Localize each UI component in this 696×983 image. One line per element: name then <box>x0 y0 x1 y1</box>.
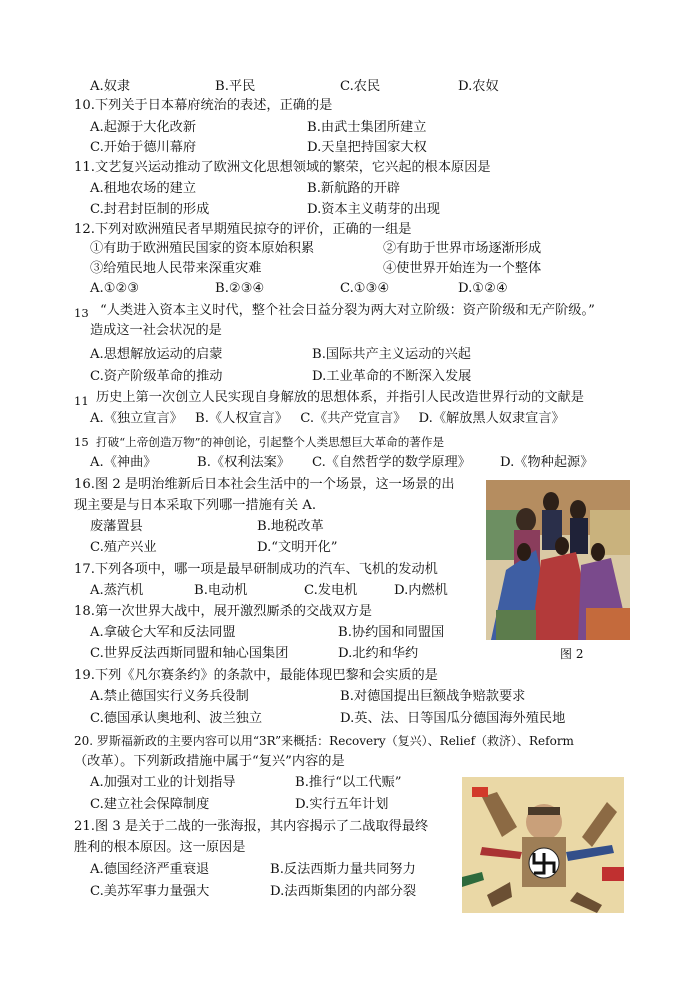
q20-option-c: C.建立社会保障制度 <box>90 797 210 812</box>
q17-option-b: B.电动机 <box>194 583 248 598</box>
q12-statement-2: ②有助于世界市场逐渐形成 <box>383 241 542 256</box>
figure-2-meiji-scene <box>486 480 630 640</box>
q14-number: 11 <box>74 394 89 408</box>
q16-option-b: B.地税改革 <box>257 519 324 534</box>
q19-option-c: C.德国承认奥地利、波兰独立 <box>90 711 263 726</box>
q21-option-b: B.反法西斯力量共同努力 <box>270 862 416 877</box>
q11-option-c: C.封君封臣制的形成 <box>90 202 210 217</box>
q18-stem: 18.第一次世界大战中，展开激烈厮杀的交战双方是 <box>74 604 372 619</box>
q16-option-d: D.“文明开化” <box>257 540 338 555</box>
q18-option-c: C.世界反法西斯同盟和轴心国集团 <box>90 646 289 661</box>
q20-stem-line-2: （改革）。下列新政措施中属于“复兴”内容的是 <box>74 754 345 769</box>
q17-option-d: D.内燃机 <box>394 583 448 598</box>
q17-option-a: A.蒸汽机 <box>90 583 144 598</box>
q21-option-c: C.美苏军事力量强大 <box>90 884 210 899</box>
q13-option-d: D.工业革命的不断深入发展 <box>312 369 472 384</box>
q18-option-d: D.北约和华约 <box>338 646 419 661</box>
q12-statement-1: ①有助于欧洲殖民国家的资本原始积累 <box>90 241 315 256</box>
q14-options: A.《独立宣言》 B.《人权宣言》 C.《共产党宣言》 D.《解放黑人奴隶宣言》 <box>90 411 565 426</box>
q12-statement-4: ④使世界开始连为一个整体 <box>383 261 542 276</box>
q10-option-d: D.天皇把持国家大权 <box>307 140 427 155</box>
q11-option-b: B.新航路的开辟 <box>307 181 401 196</box>
q14-stem: 历史上第一次创立人民实现自身解放的思想体系，并指引人民改造世界行动的文献是 <box>96 390 584 405</box>
q13-option-a: A.思想解放运动的启蒙 <box>90 347 223 362</box>
q15-option-b: B.《权利法案》 <box>197 455 291 470</box>
q19-option-a: A.禁止德国实行义务兵役制 <box>90 689 249 704</box>
q13-stem-line-2: 造成这一社会状况的是 <box>90 323 222 338</box>
q19-option-d: D.英、法、日等国瓜分德国海外殖民地 <box>340 711 566 726</box>
q11-option-d: D.资本主义萌芽的出现 <box>307 202 440 217</box>
q16-stem: 16.图 2 是明治维新后日本社会生活中的一个场景，这一场景的出 <box>74 477 455 492</box>
q16-option-a: 废藩置县 <box>90 519 143 534</box>
q12-option-a: A.①②③ <box>90 281 140 296</box>
q12-option-d: D.①②④ <box>458 281 508 296</box>
q15-stem: 打破“上帝创造万物”的神创论，引起整个人类思想巨大革命的著作是 <box>96 435 445 449</box>
q9-option-a: A.奴隶 <box>90 79 131 94</box>
figure-2-caption: 图 2 <box>560 647 584 661</box>
q20-option-b: B.推行“以工代赈” <box>295 775 402 790</box>
q10-option-a: A.起源于大化改新 <box>90 120 197 135</box>
q21-option-d: D.法西斯集团的内部分裂 <box>270 884 417 899</box>
q10-option-c: C.开始于德川幕府 <box>90 140 197 155</box>
q12-statement-3: ③给殖民地人民带来深重灾难 <box>90 261 262 276</box>
q12-stem: 12.下列对欧洲殖民者早期殖民掠夺的评价，正确的一组是 <box>74 222 412 237</box>
q12-option-b: B.②③④ <box>215 281 265 296</box>
q17-option-c: C.发电机 <box>304 583 358 598</box>
q10-stem: 10.下列关于日本幕府统治的表述，正确的是 <box>74 98 333 113</box>
q9-option-d: D.农奴 <box>458 79 499 94</box>
q13-option-c: C.资产阶级革命的推动 <box>90 369 223 384</box>
q17-stem: 17.下列各项中，哪一项是最早研制成功的汽车、飞机的发动机 <box>74 562 438 577</box>
q13-option-b: B.国际共产主义运动的兴起 <box>312 347 471 362</box>
q20-option-d: D.实行五年计划 <box>295 797 389 812</box>
q20-option-a: A.加强对工业的计划指导 <box>90 775 236 790</box>
q11-stem: 11.文艺复兴运动推动了欧洲文化思想领域的繁荣，它兴起的根本原因是 <box>74 160 491 175</box>
q15-option-c: C.《自然哲学的数学原理》 <box>312 455 471 470</box>
q15-number: 15 <box>74 435 89 449</box>
q15-option-a: A.《神曲》 <box>90 455 157 470</box>
q10-option-b: B.由武士集团所建立 <box>307 120 427 135</box>
q12-option-c: C.①③④ <box>340 281 390 296</box>
q16-stem-line-2: 现主要是与日本采取下列哪一措施有关 A. <box>74 498 317 513</box>
q15-option-d: D.《物种起源》 <box>500 455 594 470</box>
q18-option-a: A.拿破仑大军和反法同盟 <box>90 625 236 640</box>
q13-number: 13 <box>74 306 89 320</box>
q19-stem: 19.下列《凡尔赛条约》的条款中，最能体现巴黎和会实质的是 <box>74 668 438 683</box>
figure-3-wwii-poster <box>462 777 624 913</box>
q9-option-b: B.平民 <box>215 79 256 94</box>
q21-option-a: A.德国经济严重衰退 <box>90 862 210 877</box>
q21-stem: 21.图 3 是关于二战的一张海报，其内容揭示了二战取得最终 <box>74 819 429 834</box>
q19-option-b: B.对德国提出巨额战争赔款要求 <box>340 689 526 704</box>
q21-stem-line-2: 胜利的根本原因。这一原因是 <box>74 840 246 855</box>
q9-option-c: C.农民 <box>340 79 381 94</box>
q16-option-c: C.殖产兴业 <box>90 540 157 555</box>
q13-stem: “人类进入资本主义时代，整个社会日益分裂为两大对立阶级：资产阶级和无产阶级。” <box>100 303 595 318</box>
q18-option-b: B.协约国和同盟国 <box>338 625 445 640</box>
q11-option-a: A.租地农场的建立 <box>90 181 197 196</box>
q20-stem: 20. 罗斯福新政的主要内容可以用“3R”来概括：Recovery（复兴）、Relief（救济）、Reform <box>74 734 574 748</box>
